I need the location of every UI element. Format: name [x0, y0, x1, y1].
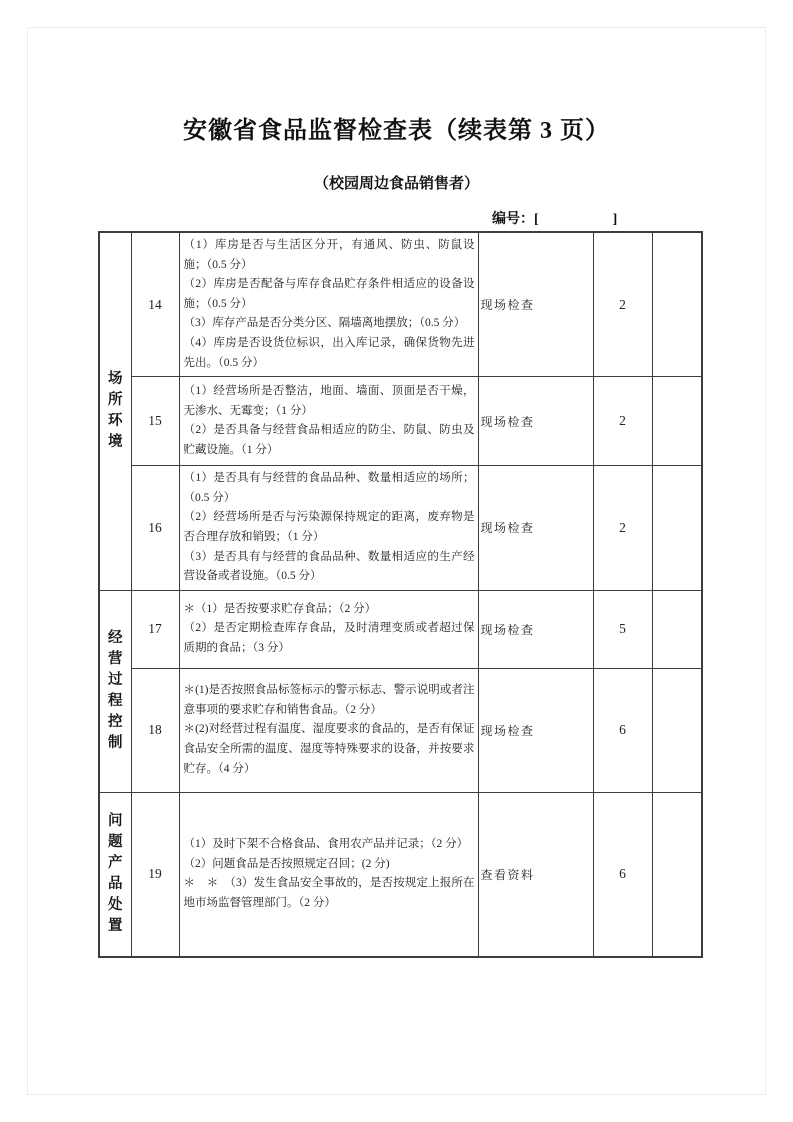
- category-cell: 问题产品处置: [99, 792, 131, 957]
- score-cell: 6: [593, 792, 652, 957]
- checklist-item: （1）经营场所是否整洁，地面、墙面、顶面是否干燥，无渗水、无霉变；（1 分）: [183, 384, 475, 417]
- checklist-item: （2）是否定期检查库存食品，及时清理变质或者超过保质期的食品；（3 分）: [183, 622, 475, 655]
- item-number-cell: 15: [131, 377, 179, 466]
- category-cell: 经营过程控制: [99, 590, 131, 792]
- score-cell: 2: [593, 466, 652, 591]
- checklist-item: ＊(2)对经营过程有温度、湿度要求的食品的，是否有保证食品安全所需的温度、湿度等特殊要求的设备，并按要求贮存。（4 分）: [183, 723, 475, 775]
- result-cell: [652, 232, 702, 377]
- method-cell: 现场检查: [478, 377, 593, 466]
- checklist-item: （3）库存产品是否分类分区、隔墙离地摆放；（0.5 分）: [183, 317, 466, 330]
- category-cell: 场所环境: [99, 232, 131, 590]
- form-number-close-bracket: ]: [612, 212, 618, 227]
- checklist-item: （3）是否具有与经营的食品品种、数量相适应的生产经营设备或者设施。（0.5 分）: [183, 550, 475, 583]
- checklist-item: （2）经营场所是否与污染源保持规定的距离，废弃物是否合理存放和销毁；（1 分）: [183, 511, 475, 543]
- item-number-cell: 19: [131, 792, 179, 957]
- score-cell: 2: [593, 377, 652, 466]
- checklist-item: ＊（1）是否按要求贮存食品；（2 分）: [183, 602, 377, 615]
- form-number-label: 编号：[: [492, 212, 539, 227]
- table-row: [99, 377, 702, 466]
- item-number-cell: 14: [131, 232, 179, 377]
- result-cell: [652, 668, 702, 792]
- checklist-cell: [179, 792, 478, 957]
- table-row: [99, 590, 702, 668]
- result-cell: [652, 466, 702, 591]
- page-title: 安徽省食品监督检查表（续表第 3 页）: [183, 118, 610, 144]
- inspection-table: [98, 231, 703, 958]
- checklist-cell: [179, 590, 478, 668]
- score-cell: 2: [593, 232, 652, 377]
- table-row: [99, 668, 702, 792]
- checklist-item: （2）是否具备与经营食品相适应的防尘、防鼠、防虫及贮藏设施。（1 分）: [183, 424, 475, 456]
- checklist-item: （2）库房是否配备与库存食品贮存条件相适应的设备设施；（0.5 分）: [183, 278, 475, 310]
- item-number-cell: 18: [131, 668, 179, 792]
- score-cell: 5: [593, 590, 652, 668]
- checklist-cell: [179, 668, 478, 792]
- checklist-item: （4）库房是否设货位标识，出入库记录，确保货物先进先出。（0.5 分）: [183, 336, 475, 369]
- table-row: [99, 466, 702, 591]
- checklist-cell: [179, 232, 478, 377]
- result-cell: [652, 377, 702, 466]
- checklist-item: （1）是否具有与经营的食品品种、数量相适应的场所；（0.5 分）: [183, 472, 475, 504]
- checklist-item: ＊(1)是否按照食品标签标示的警示标志、警示说明或者注意事项的要求贮存和销售食品。（2 分）: [183, 684, 475, 716]
- checklist-item: ＊ ＊ （3）发生食品安全事故的，是否按规定上报所在地市场监督管理部门。（2 分）: [183, 877, 475, 910]
- item-number-cell: 16: [131, 466, 179, 591]
- form-number-line: [492, 208, 617, 228]
- score-cell: 6: [593, 668, 652, 792]
- table-row: [99, 232, 702, 377]
- table-row: [99, 792, 702, 957]
- result-cell: [652, 590, 702, 668]
- page-subtitle: （校园周边食品销售者）: [313, 176, 479, 192]
- checklist-cell: [179, 377, 478, 466]
- method-cell: 现场检查: [478, 232, 593, 377]
- method-cell: 现场检查: [478, 466, 593, 591]
- checklist-item: （1）及时下架不合格食品、食用农产品并记录；（2 分）: [183, 838, 469, 851]
- result-cell: [652, 792, 702, 957]
- checklist-item: （2）问题食品是否按照规定召回；(2 分): [183, 857, 390, 870]
- item-number-cell: 17: [131, 590, 179, 668]
- method-cell: 查看资料: [478, 792, 593, 957]
- checklist-item: （1）库房是否与生活区分开，有通风、防虫、防鼠设施；（0.5 分）: [183, 239, 475, 271]
- checklist-cell: [179, 466, 478, 591]
- method-cell: 现场检查: [478, 668, 593, 792]
- method-cell: 现场检查: [478, 590, 593, 668]
